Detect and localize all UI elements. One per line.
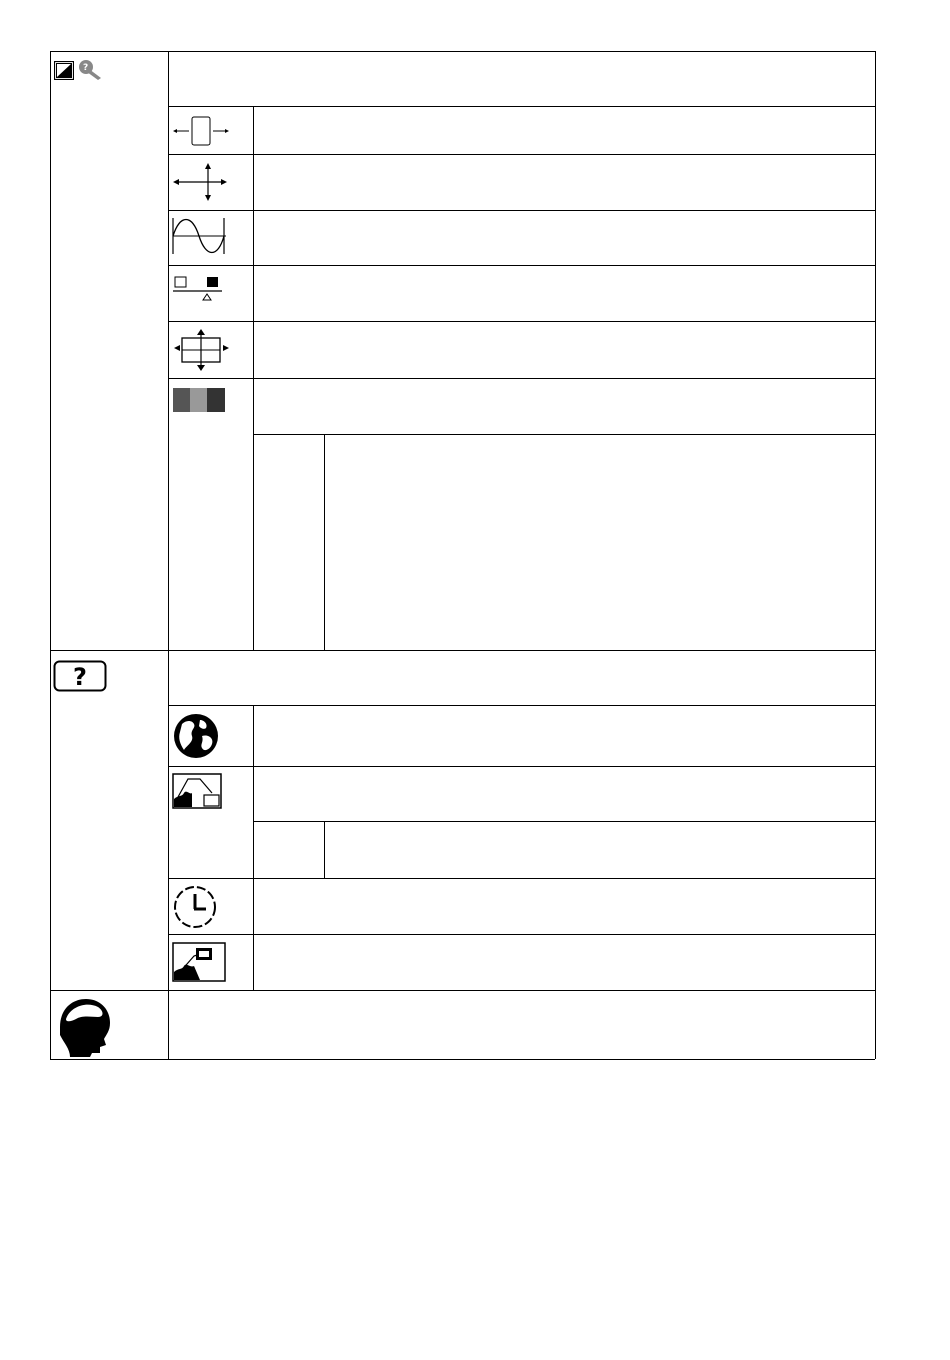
svg-text:?: ? — [73, 663, 87, 691]
row-text — [260, 160, 870, 204]
globe-language-icon — [172, 712, 220, 760]
row-text — [260, 215, 870, 260]
color-sub-option-cell — [256, 438, 322, 646]
head-profile-icon — [52, 997, 112, 1057]
sub-column-divider — [324, 821, 325, 878]
position-arrows-icon — [172, 162, 228, 202]
picture-in-picture-icon — [172, 942, 226, 982]
color-bars-icon — [173, 388, 225, 412]
svg-text:?: ? — [83, 63, 89, 73]
row-separator — [168, 321, 875, 322]
icon-column-divider — [253, 106, 254, 650]
row-separator — [168, 106, 875, 107]
balance-scale-icon — [172, 274, 224, 302]
color-sub-description-cell — [330, 438, 870, 646]
row-separator — [168, 378, 875, 379]
contrast-box-icon — [54, 61, 74, 80]
row-separator — [253, 821, 875, 822]
row-text — [260, 326, 870, 373]
help-question-icon — [53, 660, 107, 692]
osd-picture-icon — [172, 773, 222, 809]
row-separator — [253, 434, 875, 435]
row-separator — [168, 878, 875, 879]
section-separator-1 — [50, 650, 875, 651]
row-separator — [168, 210, 875, 211]
row-separator — [168, 265, 875, 266]
horizontal-size-icon — [172, 115, 230, 147]
icon-column-divider — [253, 705, 254, 990]
row-text — [260, 771, 870, 817]
wrench-key-icon — [77, 59, 103, 81]
row-separator — [168, 154, 875, 155]
table-right-border — [875, 51, 876, 1059]
column-divider-main — [168, 51, 169, 1059]
row-separator — [168, 766, 875, 767]
osd-sub-option-cell — [256, 825, 322, 875]
osd-sub-description-cell — [330, 825, 870, 875]
section-separator-2 — [50, 990, 875, 991]
row-text — [260, 883, 870, 929]
row-text — [260, 110, 870, 150]
row-text — [260, 939, 870, 986]
row-text — [260, 270, 870, 316]
row-separator — [168, 705, 875, 706]
row-text — [260, 383, 870, 429]
phase-sine-wave-icon — [172, 216, 228, 256]
table-bottom-border — [50, 1059, 875, 1060]
row-separator — [168, 934, 875, 935]
sub-column-divider — [324, 434, 325, 650]
table-left-border — [50, 51, 51, 1059]
row-text — [260, 710, 870, 761]
table-top-border — [50, 51, 875, 52]
section-text — [175, 995, 870, 1055]
screen-position-icon — [172, 328, 232, 372]
clock-timer-icon — [172, 884, 218, 930]
